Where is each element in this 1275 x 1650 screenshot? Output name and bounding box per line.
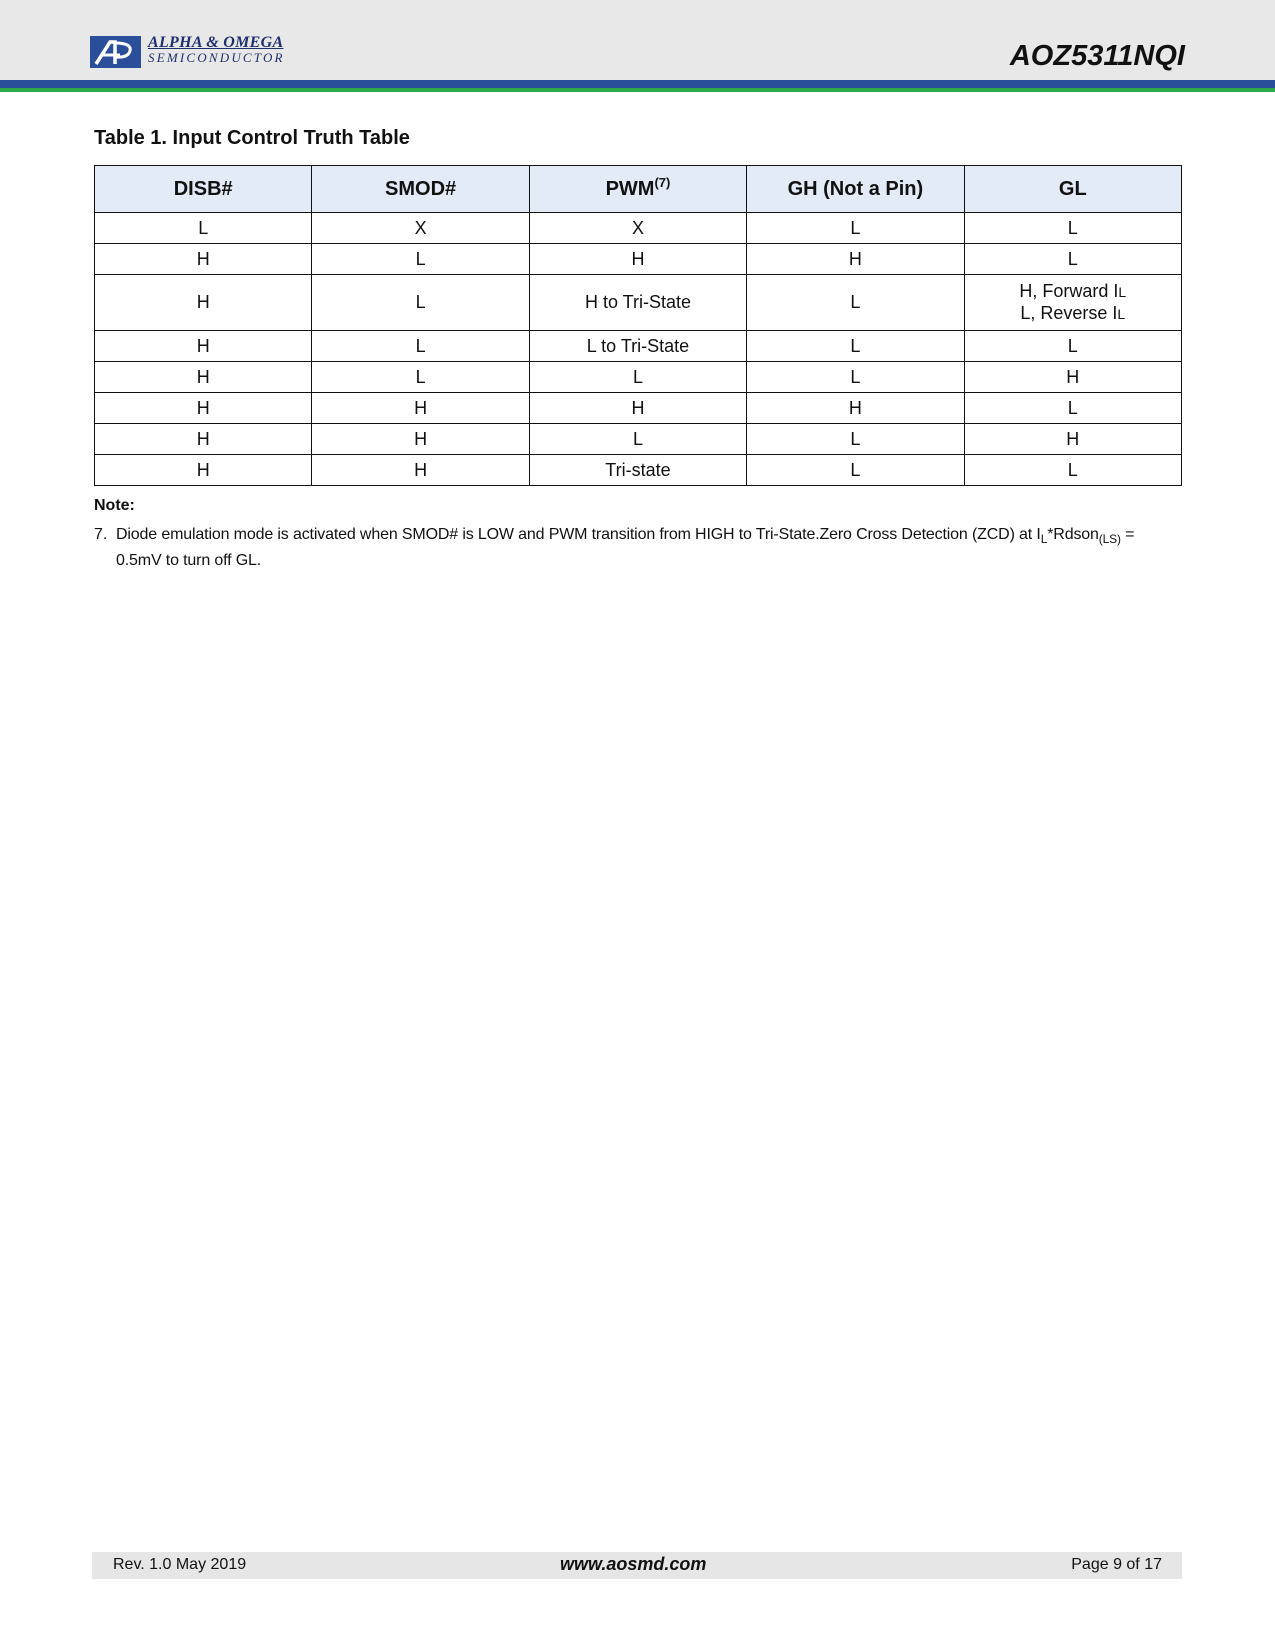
cell-gh: H — [747, 244, 964, 275]
cell-disb: H — [95, 331, 312, 362]
cell-gh: L — [747, 331, 964, 362]
cell-disb: H — [95, 424, 312, 455]
company-logo — [90, 34, 300, 70]
cell-disb: H — [95, 393, 312, 424]
note-body: Diode emulation mode is activated when SMOD# is LOW and PWM transition from HIGH to Tri-State.Zero Cross Detection (ZCD) at $I_L*Rdson_{(LS)} = 0.5mV$ to turn off GL. — [116, 526, 1135, 570]
cell-smod: L — [312, 244, 529, 275]
cell-gl: L — [964, 455, 1181, 486]
footer-page-number: Page 9 of 17 — [1071, 1556, 1162, 1573]
table-row — [95, 455, 1182, 486]
header-smod: SMOD# — [312, 166, 529, 213]
table-title: Table 1. Input Control Truth Table — [94, 127, 410, 149]
table-row — [95, 331, 1182, 362]
cell-gh: L — [747, 455, 964, 486]
cell-pwm: L to Tri-State — [529, 331, 746, 362]
header-gl: GL — [964, 166, 1181, 213]
header-disb: DISB# — [95, 166, 312, 213]
cell-gl: L — [964, 331, 1181, 362]
cell-smod: X — [312, 213, 529, 244]
cell-gh: L — [747, 213, 964, 244]
cell-pwm: Tri-state — [529, 455, 746, 486]
note-7 — [94, 524, 1184, 571]
table-header-row — [95, 166, 1182, 213]
cell-gh: L — [747, 362, 964, 393]
cell-disb: H — [95, 362, 312, 393]
cell-disb: H — [95, 275, 312, 331]
ao-logo-icon — [90, 36, 141, 68]
table-row — [95, 393, 1182, 424]
cell-gl: L — [964, 244, 1181, 275]
cell-disb: H — [95, 455, 312, 486]
cell-pwm: H to Tri-State — [529, 275, 746, 331]
cell-gl: H — [964, 424, 1181, 455]
cell-pwm: H — [529, 244, 746, 275]
header-pwm-label: PWM — [605, 177, 655, 200]
table-row — [95, 362, 1182, 393]
cell-smod: H — [312, 393, 529, 424]
note-heading: Note: — [94, 497, 135, 514]
cell-smod: L — [312, 331, 529, 362]
gl-reverse-line: L, Reverse IL — [1020, 302, 1126, 323]
cell-disb: H — [95, 244, 312, 275]
cell-gh: L — [747, 424, 964, 455]
gl-forward-line: H, Forward IL — [1019, 280, 1127, 301]
header-pwm-note-ref: (7) — [654, 174, 671, 190]
logo-text-company: ALPHA & OMEGA — [148, 34, 284, 51]
footer-revision: Rev. 1.0 May 2019 — [113, 1556, 247, 1573]
table-row — [95, 275, 1182, 331]
cell-pwm: L — [529, 362, 746, 393]
cell-gl: H — [964, 362, 1181, 393]
logo-text-division: SEMICONDUCTOR — [148, 50, 285, 65]
cell-pwm: X — [529, 213, 746, 244]
cell-smod: H — [312, 424, 529, 455]
cell-smod: H — [312, 455, 529, 486]
header-green-rule — [0, 88, 1275, 92]
cell-gh: L — [747, 275, 964, 331]
cell-gl: L — [964, 213, 1181, 244]
cell-gl: L — [964, 393, 1181, 424]
table-row — [95, 244, 1182, 275]
cell-gh: H — [747, 393, 964, 424]
footer-website-link[interactable]: www.aosmd.com — [560, 1554, 707, 1574]
cell-pwm: L — [529, 424, 746, 455]
cell-gl-multiline — [964, 275, 1181, 331]
part-number: AOZ5311NQI — [1009, 40, 1185, 72]
cell-disb: L — [95, 213, 312, 244]
cell-smod: L — [312, 362, 529, 393]
header-pwm — [529, 166, 746, 213]
header-gh: GH (Not a Pin) — [747, 166, 964, 213]
cell-smod: L — [312, 275, 529, 331]
table-row — [95, 213, 1182, 244]
truth-table — [94, 165, 1182, 486]
note-number: 7. — [94, 526, 108, 543]
header-blue-rule — [0, 80, 1275, 88]
cell-pwm: H — [529, 393, 746, 424]
table-row — [95, 424, 1182, 455]
